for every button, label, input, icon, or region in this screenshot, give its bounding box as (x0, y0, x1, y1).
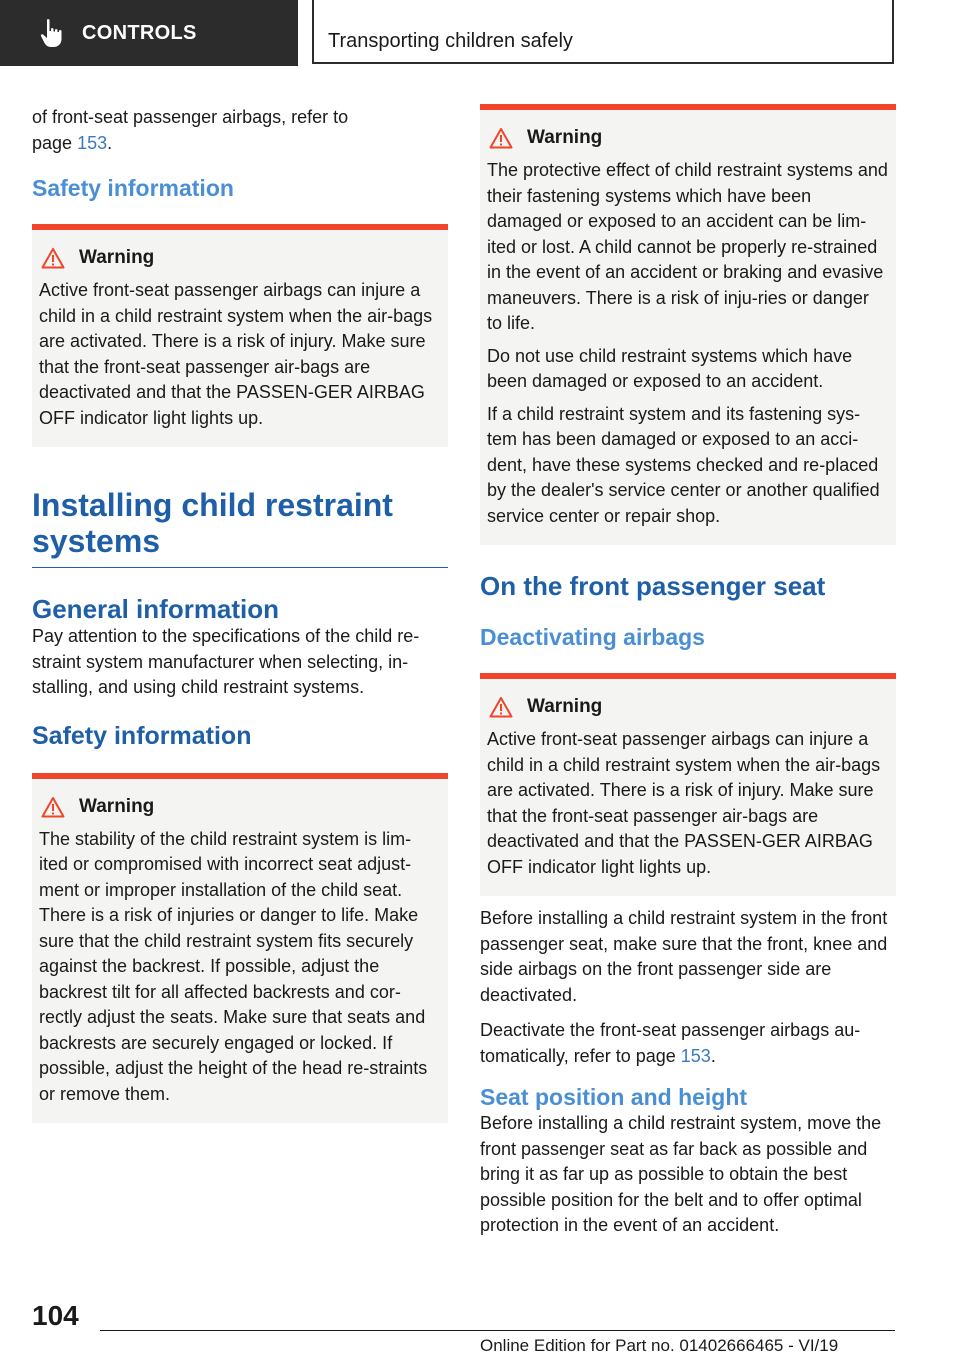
warning-triangle-icon (489, 696, 513, 718)
intro-page-word: page (32, 132, 73, 153)
warning-box (32, 224, 448, 447)
warning-label: Warning (79, 247, 155, 268)
warning-box (480, 104, 896, 545)
intro-text (32, 105, 448, 156)
footer-edition: Online Edition for Part no. 01402666465 - VI/19 (480, 1336, 839, 1355)
header-section-tab (0, 0, 298, 66)
deactivate-text (480, 1018, 896, 1069)
deactivate-prefix: Deactivate the front-seat passenger airbags au‐tomatically, refer to page (480, 1020, 861, 1066)
warning-text: Active front-seat passenger airbags can injure a child in a child restraint system when the air‐bags are activated. There is a risk of injury. Make sure that the front-seat passenger air‐bags are deactivated and that the PASSEN‐GER AIRBAG OFF indicator light lights up. (39, 280, 433, 428)
left-column (32, 105, 448, 1123)
warning-title (41, 246, 440, 270)
warning-text-p2: Do not use child restraint systems which have been damaged or exposed to an accident. (487, 345, 853, 391)
heading-front-passenger-seat: On the front passenger seat (480, 571, 826, 601)
warning-text-p1: The protective effect of child restraint systems and their fastening systems which have been damaged or exposed to an accident can be lim‐ited or lost. A child cannot be properly re‐strained in the event of an accident or braking and evasive maneuvers. There is a risk of inju‐ries or danger to life. (487, 160, 888, 333)
intro-prefix: of front-seat passenger airbags, refer to (32, 107, 349, 127)
warning-title (489, 126, 888, 150)
seat-position-text: Before installing a child restraint system, move the front passenger seat as far back as possible and bring it as far up as possible to obtain the best possible position for the belt and to offer optimal protection in the event of an accident. (480, 1113, 882, 1235)
header-title-box (312, 0, 894, 64)
warning-box (32, 773, 448, 1124)
right-column (480, 82, 896, 1249)
heading-installing-child-restraint: Installing child restraint systems (32, 487, 448, 568)
heading-general-information: General information (32, 594, 280, 624)
heading-safety-information-2: Safety information (32, 721, 252, 750)
warning-text-p3: If a child restraint system and its fastening sys‐tem has been damaged or exposed to an acci‐dent, have these systems checked and re‐placed by the dealer's service center or another qualified service center or repair shop. (487, 403, 880, 526)
page-link-153[interactable]: 153 (77, 132, 108, 153)
warning-label: Warning (527, 696, 603, 717)
hand-pointer-icon (38, 18, 66, 48)
intro-suffix: . (107, 132, 113, 153)
heading-seat-position: Seat position and height (480, 1084, 748, 1110)
warning-text: The stability of the child restraint system is lim‐ited or compromised with incorrect seat adjust‐ment or improper installation of the child seat. There is a risk of injuries or danger to life. Make sure that the child restraint system fits securely against the backrest. If possible, adjust the backrest tilt for all affected backrests and cor‐rectly adjust the seats. Make sure that seats and backrests are securely engaged or locked. If possible, adjust the height of the head re‐straints or remove them. (39, 828, 428, 1104)
page-link-153[interactable]: 153 (680, 1045, 711, 1066)
footer-divider (100, 1330, 895, 1331)
before-installing-text: Before installing a child restraint system in the front passenger seat, make sure that the front, knee and side airbags on the front passenger side are deactivated. (480, 908, 888, 1005)
warning-title (41, 795, 440, 819)
heading-safety-information: Safety information (32, 175, 234, 201)
warning-title (489, 695, 888, 719)
warning-text: Active front-seat passenger airbags can injure a child in a child restraint system when the air‐bags are activated. There is a risk of injury. Make sure that the front-seat passenger air‐bags are deactivated and that the PASSEN‐GER AIRBAG OFF indicator light lights up. (487, 729, 881, 877)
general-text: Pay attention to the specifications of the child re‐straint system manufacturer when selecting, in‐stalling, and using child restraint systems. (32, 626, 420, 697)
section-label: CONTROLS (82, 21, 197, 44)
page-number: 104 (32, 1300, 79, 1331)
warning-triangle-icon (41, 796, 65, 818)
warning-label: Warning (79, 795, 155, 817)
page-title: Transporting children safely (328, 30, 573, 52)
warning-triangle-icon (41, 247, 65, 269)
warning-box (480, 673, 896, 896)
warning-triangle-icon (489, 127, 513, 149)
heading-deactivating-airbags: Deactivating airbags (480, 624, 705, 650)
deactivate-suffix: . (710, 1045, 716, 1066)
warning-label: Warning (527, 127, 603, 148)
